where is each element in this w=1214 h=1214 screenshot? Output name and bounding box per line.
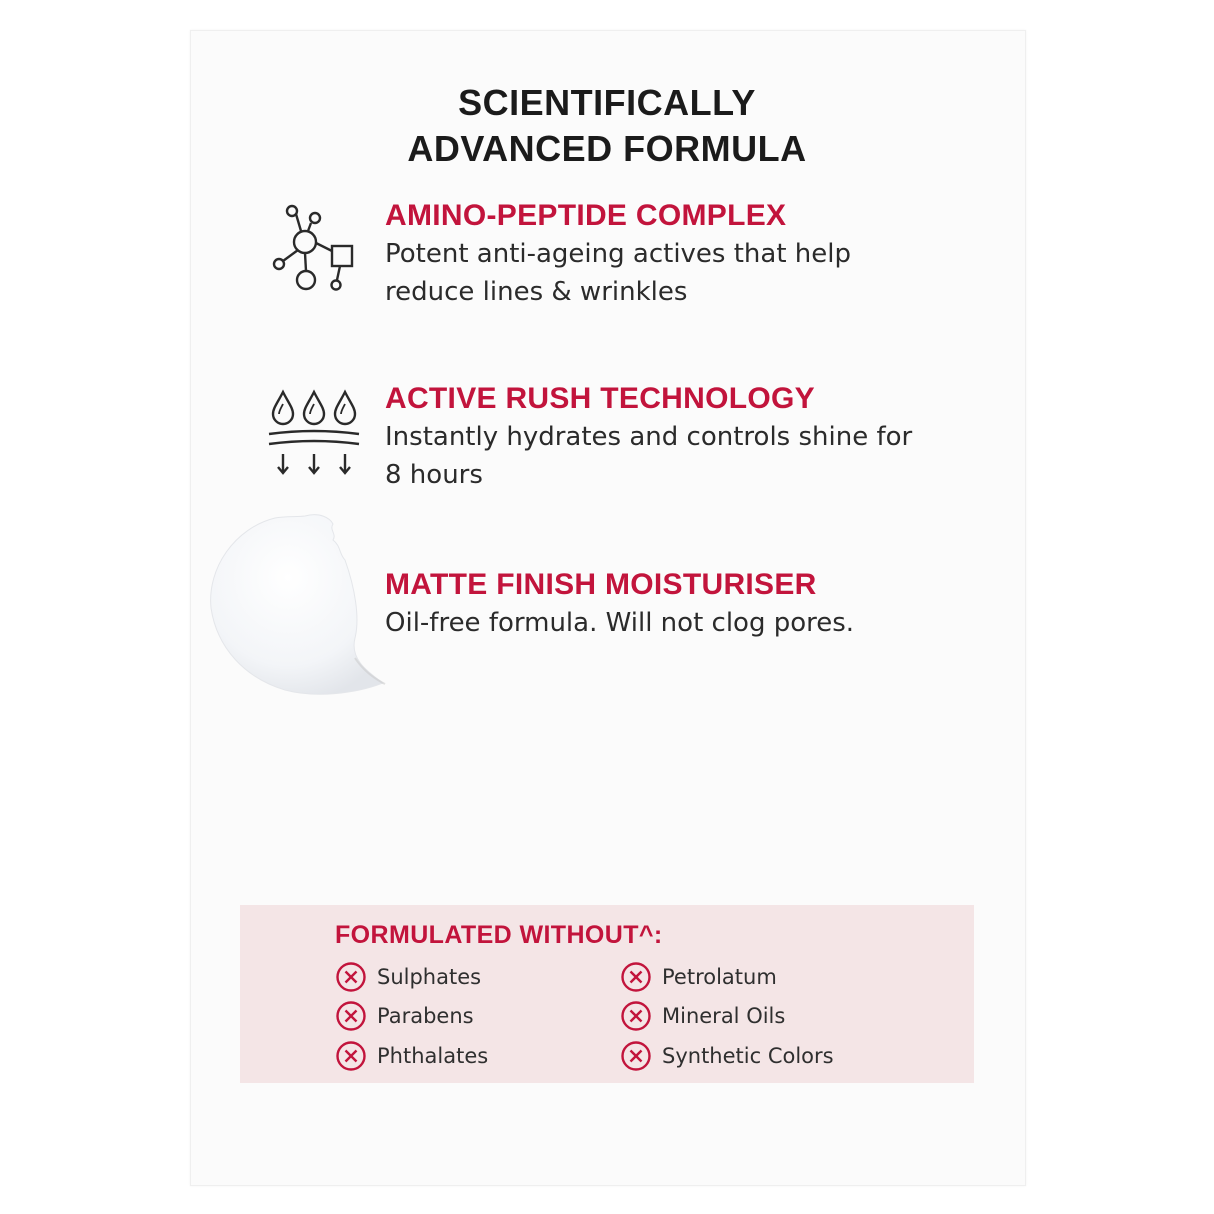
- water-drops-absorb-icon: [266, 388, 362, 480]
- cross-circle-icon: [335, 961, 367, 993]
- feature-active-rush: [385, 380, 1005, 494]
- ingredient-label: Mineral Oils: [662, 1004, 786, 1029]
- formulated-without-title: FORMULATED WITHOUT^:: [335, 921, 663, 949]
- feature-matte-finish: [385, 566, 1005, 642]
- cross-circle-icon: [335, 1040, 367, 1072]
- title-line-2: ADVANCED FORMULA: [407, 128, 807, 169]
- cross-circle-icon: [620, 1000, 652, 1032]
- feature-description: Instantly hydrates and controls shine for 8 hours: [385, 422, 913, 490]
- page-title: [0, 80, 1214, 172]
- cross-circle-icon: [620, 961, 652, 993]
- cross-circle-icon: [335, 1000, 367, 1032]
- list-item: [620, 1036, 834, 1076]
- list-item: [620, 997, 834, 1037]
- feature-amino-peptide: [385, 197, 1005, 311]
- molecule-network-icon: [270, 202, 360, 294]
- without-list-left: [335, 957, 488, 1076]
- feature-description: Oil-free formula. Will not clog pores.: [385, 608, 855, 638]
- ingredient-label: Sulphates: [377, 964, 482, 989]
- title-line-1: SCIENTIFICALLY: [458, 82, 756, 123]
- ingredient-label: Phthalates: [377, 1043, 489, 1068]
- list-item: [335, 997, 488, 1037]
- cross-circle-icon: [620, 1040, 652, 1072]
- list-item: [335, 1036, 488, 1076]
- feature-heading: AMINO-PEPTIDE COMPLEX: [385, 199, 787, 232]
- list-item: [335, 957, 488, 997]
- formulated-without-panel: [240, 905, 974, 1083]
- feature-description: Potent anti-ageing actives that help reduce lines & wrinkles: [385, 239, 852, 307]
- list-item: [620, 957, 834, 997]
- ingredient-label: Petrolatum: [662, 964, 777, 989]
- feature-heading: ACTIVE RUSH TECHNOLOGY: [385, 382, 815, 415]
- cream-swatch-image: [205, 508, 395, 700]
- ingredient-label: Parabens: [377, 1004, 474, 1029]
- without-list-right: [620, 957, 834, 1076]
- ingredient-label: Synthetic Colors: [662, 1043, 834, 1068]
- feature-heading: MATTE FINISH MOISTURISER: [385, 568, 817, 601]
